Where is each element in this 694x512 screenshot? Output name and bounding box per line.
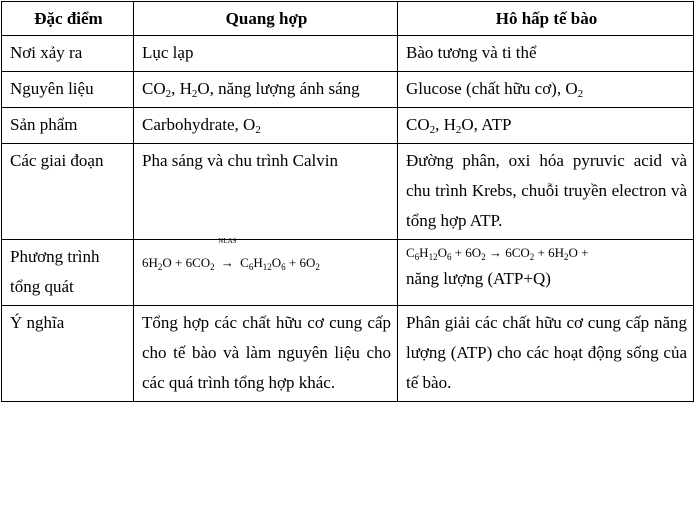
header-respiration: Hô hấp tế bào (398, 2, 694, 36)
header-feature: Đặc điểm (2, 2, 134, 36)
resp-cell: $CO_2$, $H_2O$, ATP (398, 108, 694, 144)
row-label: Nguyên liệu (2, 72, 134, 108)
photo-equation: $6H_2O + 6CO_2$ NLAS → $C_6H_{12}O_6 + 6O_2$ (134, 240, 398, 306)
row-label: Các giai đoạn (2, 144, 134, 240)
photo-cell: Pha sáng và chu trình Calvin (134, 144, 398, 240)
arrow-label: NLAS (218, 237, 237, 245)
row-label: Phương trình tổng quát (2, 240, 134, 306)
reaction-arrow-icon: NLAS → (218, 237, 237, 270)
comparison-table (1, 1, 694, 402)
resp-cell: Glucose (chất hữu cơ), $O_2$ (398, 72, 694, 108)
row-label: Sản phẩm (2, 108, 134, 144)
row-label: Nơi xảy ra (2, 36, 134, 72)
table-row (2, 144, 694, 240)
row-label: Ý nghĩa (2, 306, 134, 402)
resp-equation-line2: năng lượng (ATP+Q) (406, 269, 551, 288)
resp-cell: Đường phân, oxi hóa pyruvic acid và chu trình Krebs, chuỗi truyền electron và tổng hợp ATP. (398, 144, 694, 240)
table-row (2, 108, 694, 144)
photo-cell: Lục lạp (134, 36, 398, 72)
resp-cell: Bào tương và ti thể (398, 36, 694, 72)
header-row (2, 2, 694, 36)
table-row (2, 72, 694, 108)
resp-equation: $C_6H_{12}O_6 + 6O_2 \to 6CO_2 + 6H_2O$ + năng lượng (ATP+Q) (398, 240, 694, 306)
header-photosynthesis: Quang hợp (134, 2, 398, 36)
table-row (2, 306, 694, 402)
photo-cell: Tổng hợp các chất hữu cơ cung cấp cho tế bào và làm nguyên liệu cho các quá trình tổng hợp khác. (134, 306, 398, 402)
photo-cell: $CO_2$, $H_2O$, năng lượng ánh sáng (134, 72, 398, 108)
table-row (2, 240, 694, 306)
resp-cell: Phân giải các chất hữu cơ cung cấp năng lượng (ATP) cho các hoạt động sống của tế bào. (398, 306, 694, 402)
photo-cell: Carbohydrate, $O_2$ (134, 108, 398, 144)
table-row (2, 36, 694, 72)
